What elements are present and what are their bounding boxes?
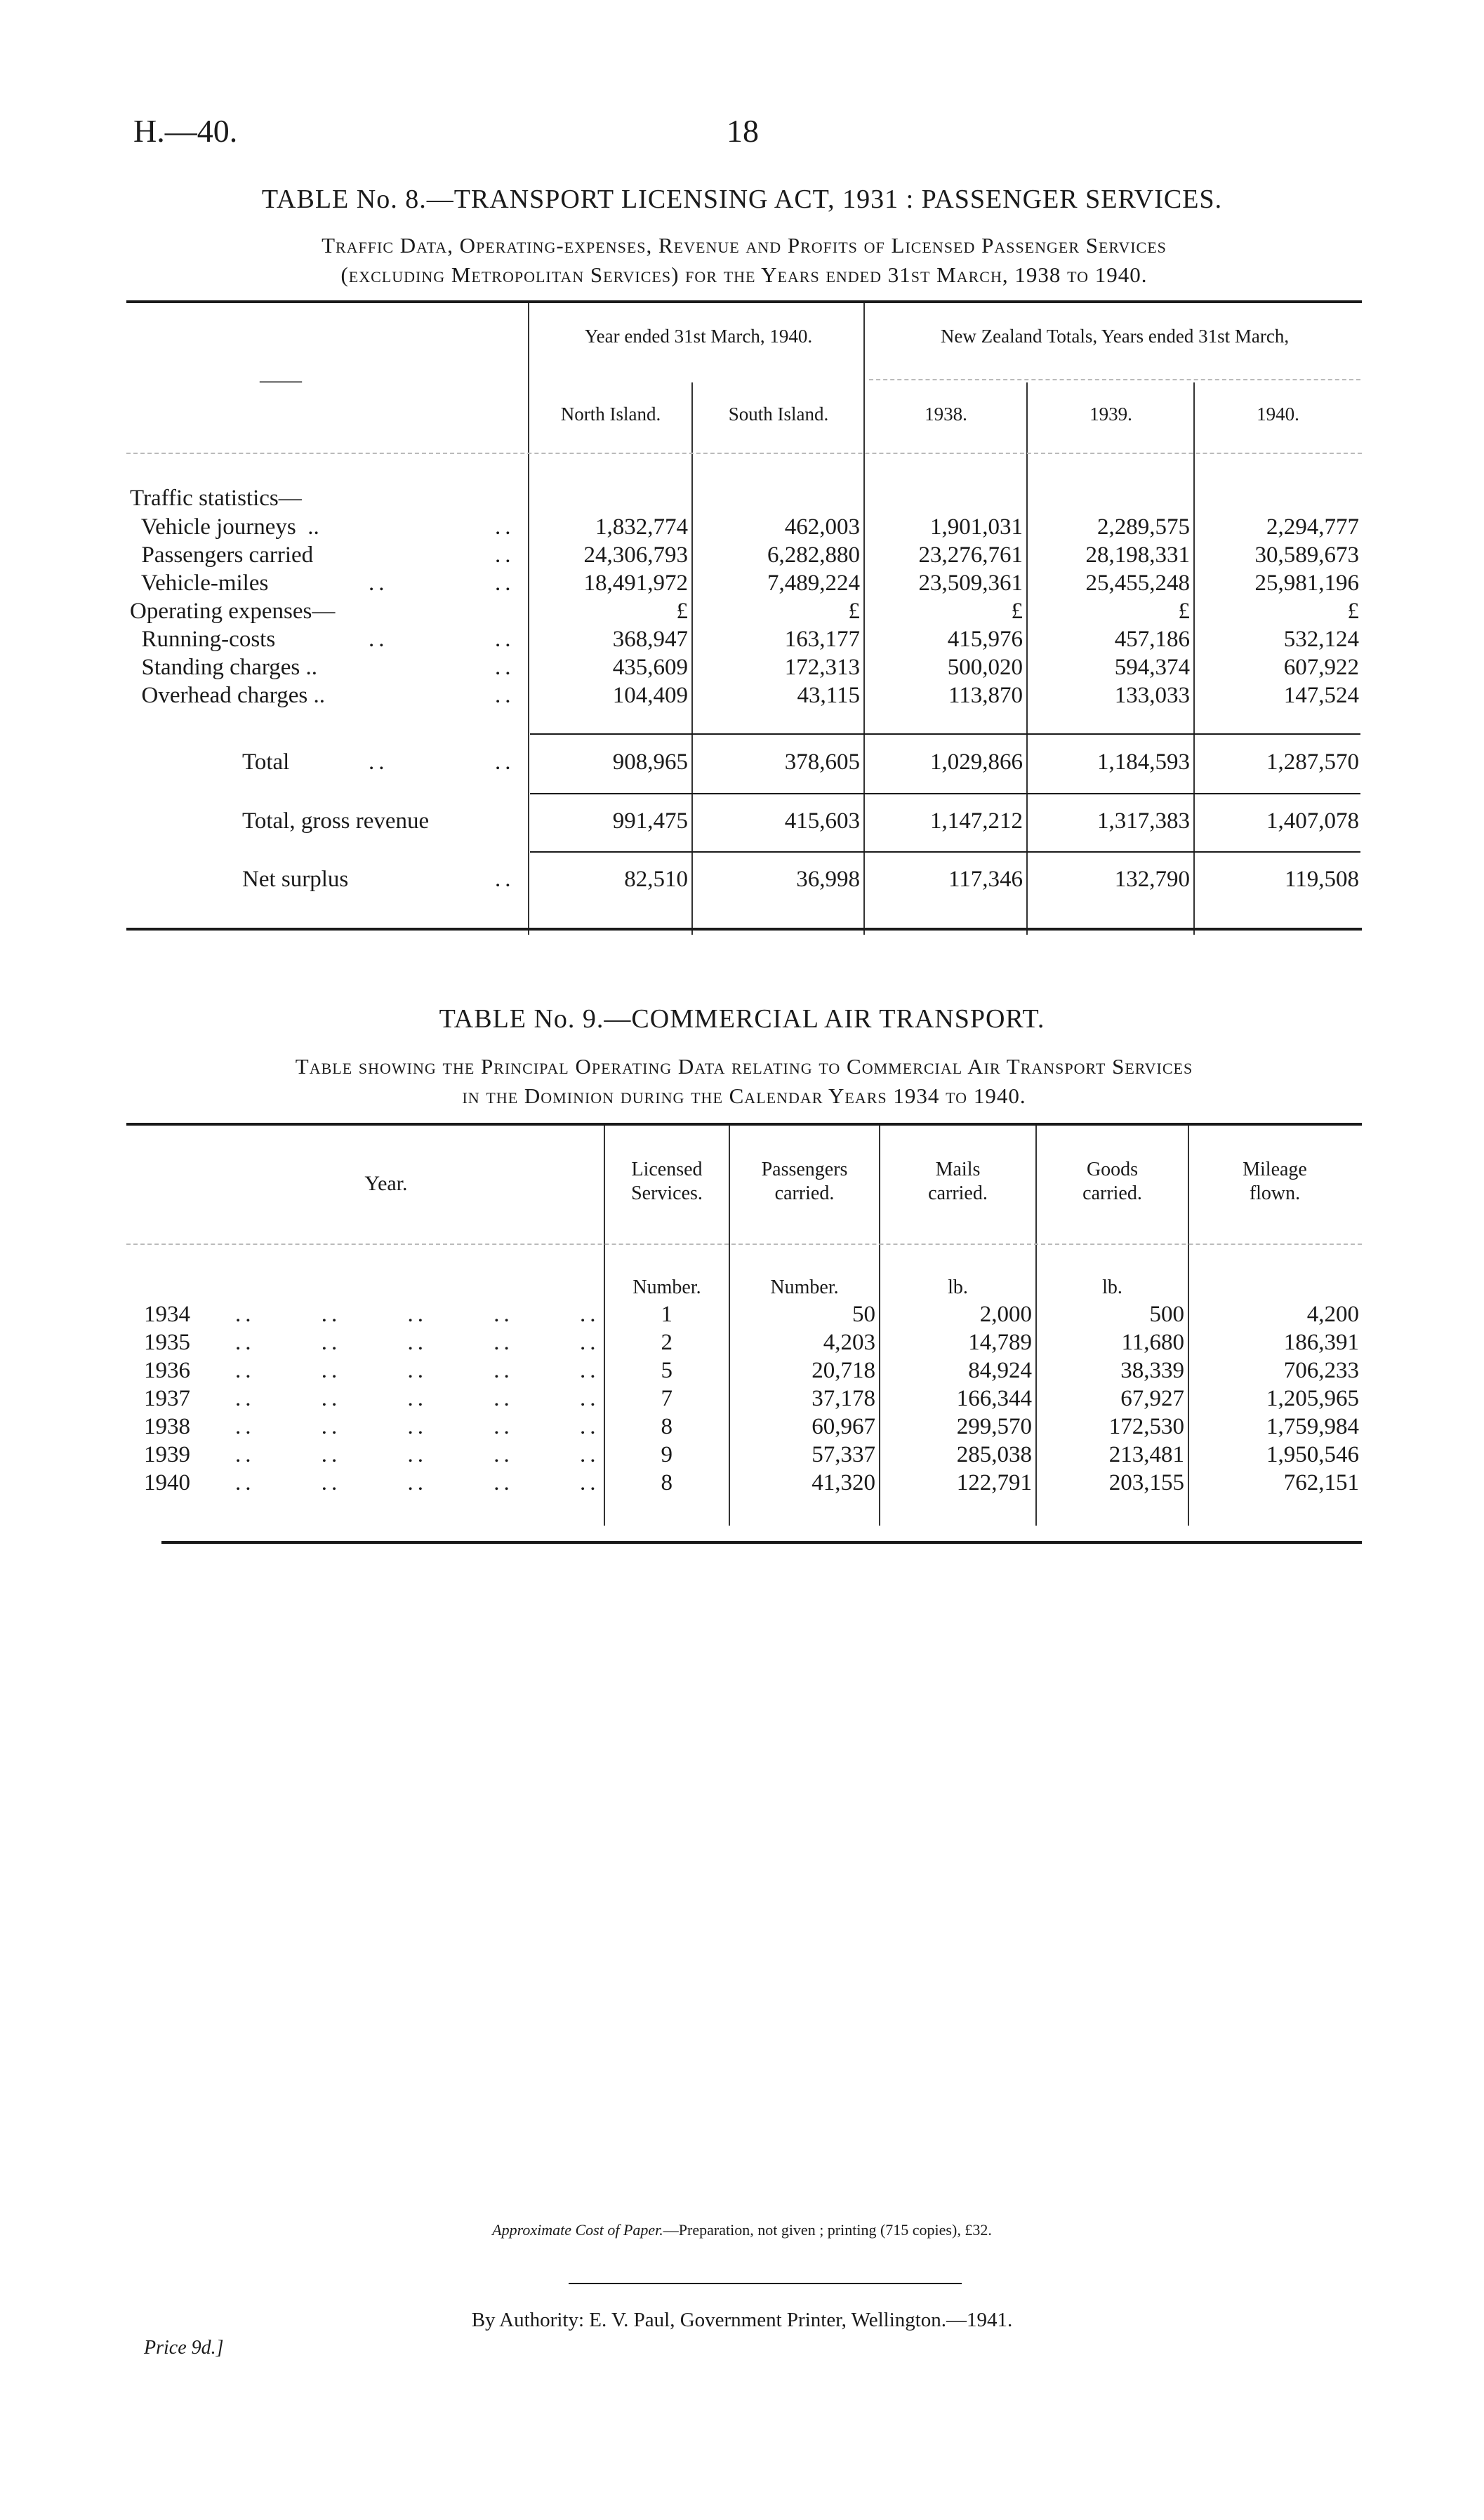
table8-total-label: Total (242, 749, 290, 775)
table9-leader-dots: .. .. .. .. .. (235, 1302, 600, 1327)
table8-gross-cell: 1,407,078 (1266, 808, 1359, 834)
table9-bottom-rule (161, 1541, 1362, 1544)
table8-cell: 2,289,575 (1097, 514, 1190, 540)
table8-row-label: Traffic statistics— (130, 486, 302, 511)
table9-leader-dots: .. .. .. .. .. (235, 1442, 600, 1467)
table8-cell: 23,276,761 (918, 542, 1023, 568)
table8-cell: 435,609 (612, 655, 688, 680)
table8-cell: 594,374 (1114, 655, 1190, 680)
table9-cell: 41,320 (811, 1470, 875, 1495)
table8-total-cell: 1,029,866 (930, 749, 1023, 775)
table8-title: TABLE No. 8.—TRANSPORT LICENSING ACT, 1931 : PASSENGER SERVICES. (261, 185, 1223, 214)
table9-leader-dots: .. .. .. .. .. (235, 1414, 600, 1439)
table9-year: 1936 (144, 1358, 190, 1383)
table8-total-cell: 1,287,570 (1266, 749, 1359, 775)
table8-col-1939: 1939. (1089, 404, 1132, 425)
table8-row-label: Vehicle-miles (130, 571, 269, 596)
table8-top-rule (126, 300, 1362, 303)
table8-net-surplus-label: Net surplus (242, 867, 349, 892)
table8-leader-dots: .. (495, 749, 515, 775)
table8-row-label: Vehicle journeys .. (130, 514, 319, 540)
table9-cell: 4,203 (823, 1330, 875, 1355)
table8-col-divider (528, 303, 529, 935)
table8-row-label: Standing charges .. (130, 655, 318, 680)
table8-cell: 7,489,224 (767, 571, 860, 596)
table8-cell: 163,177 (784, 627, 860, 652)
table9-cell: 57,337 (811, 1442, 875, 1467)
table8-cell: 457,186 (1114, 627, 1190, 652)
table8-leader-dots: .. (495, 655, 515, 680)
table9-unit: Number. (632, 1276, 701, 1298)
table9-year-head: Year. (364, 1172, 408, 1195)
table8-surplus-cell: 117,346 (948, 867, 1023, 892)
table8-col-1940: 1940. (1257, 404, 1299, 425)
table9-cell: 500 (1149, 1302, 1184, 1327)
table9-cell: 9 (661, 1442, 673, 1467)
table9-cell: 172,530 (1108, 1414, 1184, 1439)
table8-cell: 23,509,361 (918, 571, 1023, 596)
table8-subtitle-line1: Traffic Data, Operating-expenses, Revenue and Profits of Licensed Passenger Services (322, 233, 1167, 258)
table8-cell: 1,832,774 (595, 514, 688, 540)
table8-row-label: Operating expenses— (130, 599, 336, 624)
table9-cell: 1 (661, 1302, 673, 1327)
table8-cell: 24,306,793 (583, 542, 688, 568)
table9-cell: 37,178 (811, 1386, 875, 1411)
table8-cell: 43,115 (797, 683, 860, 708)
table8-head-rule (126, 453, 1362, 454)
table9-year: 1938 (144, 1414, 190, 1439)
table9-top-rule (126, 1123, 1362, 1126)
table9-cell: 5 (661, 1358, 673, 1383)
table9-cell: 1,950,546 (1266, 1442, 1359, 1467)
table8-leader-dots: .. (369, 627, 389, 652)
table9-year: 1934 (144, 1302, 190, 1327)
table8-cell: 25,981,196 (1254, 571, 1359, 596)
table9-title: TABLE No. 9.—COMMERCIAL AIR TRANSPORT. (439, 1004, 1045, 1034)
table9-cell: 1,205,965 (1266, 1386, 1359, 1411)
table9-head-rule (126, 1244, 1362, 1245)
table9-leader-dots: .. .. .. .. .. (235, 1386, 600, 1411)
table8-gross-cell: 991,475 (612, 808, 688, 834)
table8-col-north-island: North Island. (560, 404, 661, 425)
table8-cell: 172,313 (784, 655, 860, 680)
cost-note-label: Approximate Cost of Paper. (492, 2221, 663, 2239)
table8-cell: 607,922 (1283, 655, 1359, 680)
table8-row-label: Passengers carried (130, 542, 314, 568)
table9-cell: 8 (661, 1470, 673, 1495)
table8-leader-dots: .. (495, 514, 515, 540)
table8-cell: 30,589,673 (1254, 542, 1359, 568)
table8-col-1938: 1938. (925, 404, 967, 425)
table8-surplus-rule (530, 851, 1360, 853)
table8-gross-rule (530, 793, 1360, 794)
table8-cell: 1,901,031 (930, 514, 1023, 540)
table8-cell: 28,198,331 (1085, 542, 1190, 568)
table9-year: 1940 (144, 1470, 190, 1495)
table9-unit: lb. (948, 1276, 968, 1298)
table8-cell: 532,124 (1283, 627, 1359, 652)
table9-leader-dots: .. .. .. .. .. (235, 1330, 600, 1355)
table8-leader-dots: .. (495, 867, 515, 892)
table8-cell: 133,033 (1114, 683, 1190, 708)
footer-rule (569, 2283, 962, 2284)
table8-total-rule (530, 733, 1360, 735)
table9-col-mileage: Mileage flown. (1243, 1159, 1307, 1204)
table9-col-goods: Goods carried. (1082, 1159, 1142, 1204)
cost-note-text: —Preparation, not given ; printing (715 copies), £32. (663, 2221, 992, 2239)
table9-cell: 8 (661, 1414, 673, 1439)
table8-stub-head: —— (260, 368, 302, 392)
table9-cell: 60,967 (811, 1414, 875, 1439)
table9-unit: lb. (1102, 1276, 1122, 1298)
table9-cell: 166,344 (956, 1386, 1032, 1411)
table8-leader-dots: .. (369, 571, 389, 596)
table8-leader-dots: .. (369, 749, 389, 775)
table9-cell: 186,391 (1283, 1330, 1359, 1355)
page-number: 18 (727, 113, 759, 149)
table8-group-rule (869, 379, 1360, 380)
table8-cell: 6,282,880 (767, 542, 860, 568)
table8-leader-dots: .. (495, 542, 515, 568)
table9-year: 1939 (144, 1442, 190, 1467)
table8-cell: 500,020 (947, 655, 1023, 680)
table8-gross-cell: 1,317,383 (1097, 808, 1190, 834)
table9-cell: 706,233 (1283, 1358, 1359, 1383)
table8-col-south-island: South Island. (728, 404, 829, 425)
table8-leader-dots: .. (495, 571, 515, 596)
table9-cell: 1,759,984 (1266, 1414, 1359, 1439)
table9-year: 1937 (144, 1386, 190, 1411)
table9-cell: 67,927 (1120, 1386, 1184, 1411)
table9-cell: 38,339 (1120, 1358, 1184, 1383)
table8-cell: 415,976 (947, 627, 1023, 652)
table9-cell: 213,481 (1108, 1442, 1184, 1467)
table8-currency: £ (848, 599, 860, 624)
table8-gross-cell: 415,603 (784, 808, 860, 834)
table9-year: 1935 (144, 1330, 190, 1355)
table8-col-divider (863, 303, 865, 935)
table8-leader-dots: .. (495, 627, 515, 652)
table9-cell: 14,789 (968, 1330, 1032, 1355)
table8-group-head-nz-totals: New Zealand Totals, Years ended 31st March, (940, 326, 1290, 347)
table9-cell: 20,718 (811, 1358, 875, 1383)
table9-unit: Number. (770, 1276, 839, 1298)
table8-leader-dots: .. (495, 683, 515, 708)
table8-currency: £ (1011, 599, 1023, 624)
table9-col-licensed-services: Licensed Services. (631, 1159, 703, 1204)
table8-row-label: Running-costs (130, 627, 276, 652)
table8-row-label: Overhead charges .. (130, 683, 325, 708)
table9-cell: 203,155 (1108, 1470, 1184, 1495)
table8-surplus-cell: 132,790 (1114, 867, 1190, 892)
table8-total-cell: 1,184,593 (1097, 749, 1190, 775)
cost-note (0, 2221, 1484, 2239)
table8-cell: 18,491,972 (583, 571, 688, 596)
table9-cell: 2 (661, 1330, 673, 1355)
table9-subtitle-line2: in the Dominion during the Calendar Years 1934 to 1940. (462, 1084, 1026, 1108)
table8-gross-revenue-label: Total, gross revenue (242, 808, 430, 834)
table8-surplus-cell: 82,510 (624, 867, 688, 892)
table8-subtitle-line2: (excluding Metropolitan Services) for the Years ended 31st March, 1938 to 1940. (340, 262, 1148, 287)
table9-cell: 50 (852, 1302, 875, 1327)
table8-currency: £ (1347, 599, 1359, 624)
table8-cell: 462,003 (784, 514, 860, 540)
table9-subtitle-line1: Table showing the Principal Operating Data relating to Commercial Air Transport Services (295, 1054, 1193, 1079)
table9-cell: 11,680 (1121, 1330, 1184, 1355)
authority-line: By Authority: E. V. Paul, Government Printer, Wellington.—1941. (471, 2309, 1013, 2331)
table9-leader-dots: .. .. .. .. .. (235, 1470, 600, 1495)
table8-currency: £ (1178, 599, 1190, 624)
table8-total-cell: 908,965 (612, 749, 688, 775)
table8-cell: 25,455,248 (1085, 571, 1190, 596)
price-note: Price 9d.] (144, 2337, 224, 2359)
table9-cell: 285,038 (956, 1442, 1032, 1467)
table8-cell: 147,524 (1283, 683, 1359, 708)
table8-cell: 368,947 (612, 627, 688, 652)
table8-cell: 2,294,777 (1266, 514, 1359, 540)
table9-cell: 4,200 (1306, 1302, 1359, 1327)
table9-cell: 762,151 (1283, 1470, 1359, 1495)
table8-cell: 113,870 (948, 683, 1023, 708)
table9-leader-dots: .. .. .. .. .. (235, 1358, 600, 1383)
table8-group-head-1940: Year ended 31st March, 1940. (584, 326, 813, 347)
table9-cell: 7 (661, 1386, 673, 1411)
table8-currency: £ (676, 599, 688, 624)
table8-cell: 104,409 (612, 683, 688, 708)
table9-col-passengers: Passengers carried. (761, 1159, 848, 1204)
table9-cell: 84,924 (968, 1358, 1032, 1383)
table8-surplus-cell: 36,998 (796, 867, 860, 892)
table8-gross-cell: 1,147,212 (930, 808, 1023, 834)
table9-cell: 122,791 (956, 1470, 1032, 1495)
table9-cell: 299,570 (956, 1414, 1032, 1439)
table9-cell: 2,000 (979, 1302, 1032, 1327)
table8-total-cell: 378,605 (784, 749, 860, 775)
table8-surplus-cell: 119,508 (1284, 867, 1359, 892)
document-reference: H.—40. (133, 113, 238, 149)
table9-col-mails: Mails carried. (928, 1159, 988, 1204)
table8-bottom-rule (126, 928, 1362, 931)
